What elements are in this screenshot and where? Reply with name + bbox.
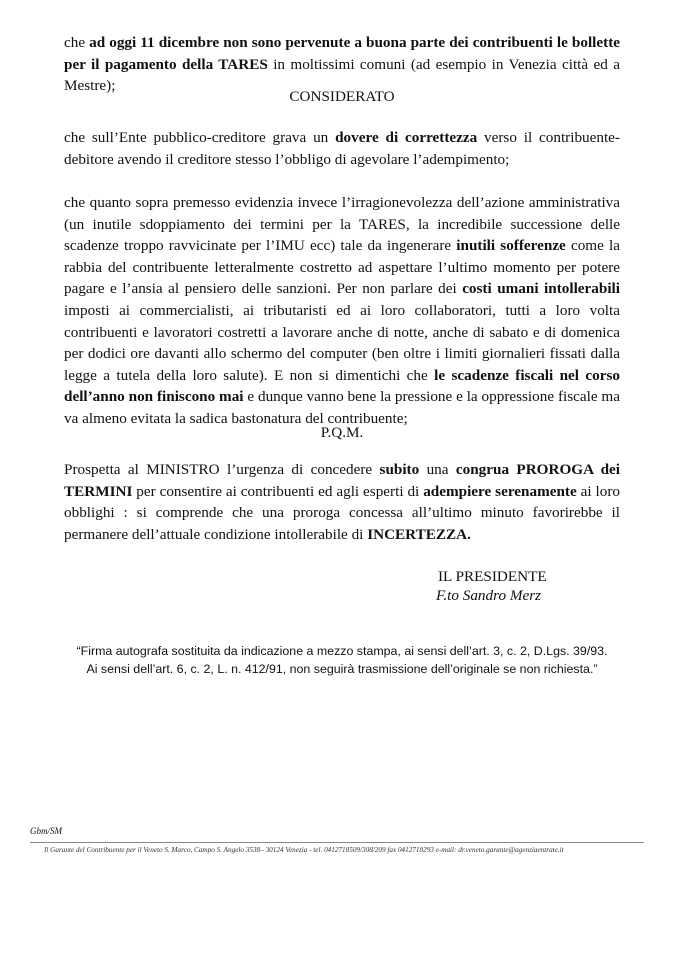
signature-title: IL PRESIDENTE: [438, 568, 547, 585]
text-run: che: [64, 34, 90, 51]
paragraph-text: [64, 459, 620, 545]
bold-text: ad oggi 11 dicembre non sono pervenute a buona parte dei contribuenti le bollette per il pagamento della TARES: [64, 34, 620, 73]
text-run: che quanto sopra premesso evidenzia invece l’irragionevolezza dell’azione amministrativa (un inutile sdoppiamento dei termini per la TARES, la incredibile successione delle scadenze troppo ravvicinate per l’IMU ecc) tale da ingenerare: [64, 194, 620, 255]
bold-text: subito: [379, 461, 420, 478]
paragraph-duty-correctness: [64, 127, 620, 170]
paragraph-request-extension: [64, 459, 620, 545]
paragraph-text: [64, 192, 620, 430]
heading-pqm: P.Q.M.: [320, 424, 364, 441]
text-run: che sull’Ente pubblico-creditore grava un: [64, 129, 336, 146]
footer-divider: [30, 842, 644, 843]
text-run: come la rabbia del contribuente letteralmente costretto ad aspettare l’ultimo momento per potere pagare e l’ansia al pensiero delle sanzioni. Per non parlare dei: [64, 237, 620, 298]
bold-text: INCERTEZZA.: [367, 525, 471, 543]
signature-name: F.to Sandro Merz: [436, 587, 542, 604]
text-run: imposti ai commercialisti, ai tributaristi ed ai loro collaboratori, tutti a loro volta contribuenti e lavoratori costretti a lavorare anche di notte, anche di sabato e di domenica per dodici ore davanti allo schermo del computer (ben oltre i limiti giornalieri fissati dalla legge a tutela della loro salute). E non si dimentichi che: [64, 301, 620, 384]
bold-text: dovere di correttezza: [335, 129, 478, 146]
bold-text: costi umani intollerabili: [462, 280, 620, 298]
text-run: ai loro obblighi : si comprende che una proroga concessa all’ultimo minuto favorirebbe il permanere dell’attuale condizione intollerabile di: [64, 482, 620, 543]
text-run: e dunque vanno bene la pressione e la oppressione fiscale ma va almeno evitata la sadica bastonatura del contribuente;: [64, 388, 620, 427]
bold-text: inutili sofferenze: [456, 237, 566, 255]
author-initials: Gbm/SM: [30, 826, 62, 836]
text-run: per consentire ai contribuenti ed agli esperti di: [132, 482, 424, 500]
legal-note-line: “Firma autografa sostituita da indicazione a mezzo stampa, ai sensi dell’art. 3, c. 2, D.Lgs. 39/93.: [76, 644, 608, 658]
text-run: in moltissimi comuni (ad esempio in Venezia città ed a Mestre);: [64, 55, 620, 95]
paragraph-text: [64, 127, 620, 170]
heading-considerato: CONSIDERATO: [289, 88, 395, 105]
bold-text: le scadenze fiscali nel corso dell’anno non finiscono mai: [64, 366, 620, 406]
bold-text: congrua PROROGA dei TERMINI: [64, 461, 620, 500]
text-run: Prospetta al MINISTRO l’urgenza di concedere: [64, 461, 380, 478]
bold-text: adempiere serenamente: [423, 482, 577, 500]
text-run: una: [419, 461, 456, 478]
text-run: verso il contribuente-debitore avendo il creditore stesso l’obbligo di agevolare l’adempimento;: [64, 129, 620, 168]
footer-contact: Il Garante del Contribuente per il Veneto S. Marco, Campo S. Angelo 3538– 30124 Venezia - tel. 0412718509/308/209 fax 0412718293 e-mail: dr.veneto.garante@agenziaentrate.it: [44, 846, 564, 854]
legal-note-line: Ai sensi dell’art. 6, c. 2, L. n. 412/91, non seguirà trasmissione dell’originale se non richiesta.”: [86, 662, 598, 676]
legal-note: [40, 642, 644, 678]
paragraph-unreasonableness: [64, 192, 620, 430]
